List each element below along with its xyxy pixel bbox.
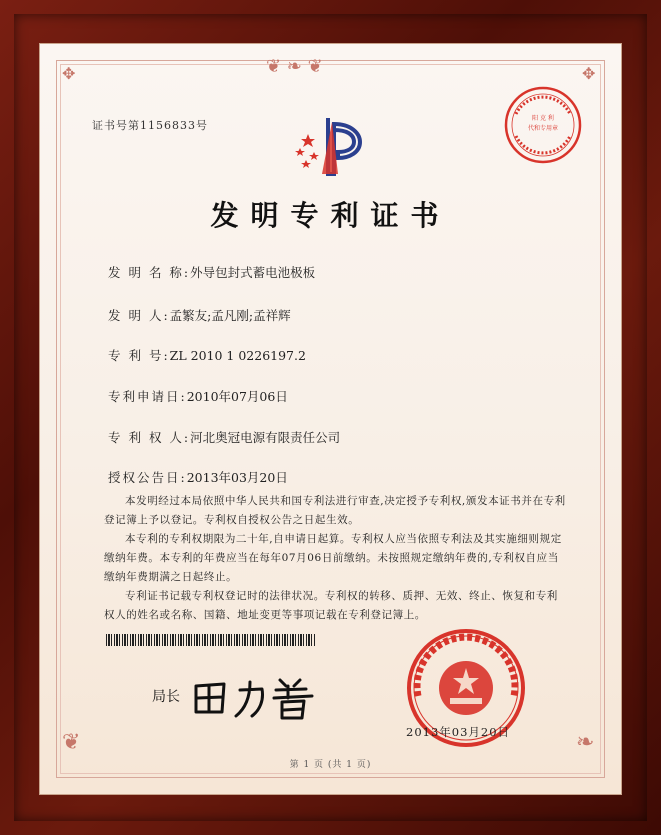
patent-office-logo-icon (294, 112, 372, 178)
field-grant-date (108, 468, 288, 486)
body-paragraph: 本专利的专利权期限为二十年,自申请日起算。专利权人应当依照专利法及其实施细则规定缴纳年费。本专利的年费应当在每年07月06日前缴纳。未按照规定缴纳年费的,专利权自应当缴纳年费期满之日起终止。 (104, 533, 562, 583)
director-label: 局长 (152, 689, 180, 705)
agency-seal-stamp (502, 84, 584, 166)
field-value: 孟繁友;孟凡刚;孟祥辉 (169, 308, 291, 323)
svg-text:代和专用章: 代和专用章 (527, 125, 559, 132)
body-paragraph: 专利证书记载专利权登记时的法律状况。专利权的转移、质押、无效、终止、恢复和专利权人的姓名或名称、国籍、地址变更等事项记载在专利登记簿上。 (104, 590, 558, 621)
field-label: 专 利 号: (108, 348, 170, 363)
svg-text:阳 克 利: 阳 克 利 (532, 115, 554, 122)
barcode (106, 634, 316, 646)
field-application-date (108, 387, 288, 405)
page-footer: 第 1 页 (共 1 页) (289, 760, 372, 770)
certificate-body (104, 492, 568, 625)
field-value: 2010年07月06日 (186, 389, 288, 404)
field-value: ZL 2010 1 0226197.2 (169, 348, 306, 363)
field-patent-number (108, 346, 306, 364)
top-left-ornament-icon: ✥ (62, 64, 76, 83)
field-invention-name (108, 263, 315, 281)
field-patentee (108, 428, 340, 446)
field-label: 发 明 名 称: (108, 265, 191, 280)
bottom-left-ornament-icon: ❦ (62, 730, 81, 755)
field-label: 专 利 权 人: (108, 430, 191, 445)
director-signature (188, 672, 328, 722)
certificate-number: 证书号第1156833号 (92, 119, 208, 132)
field-value: 外导包封式蓄电池极板 (190, 265, 316, 280)
field-label: 专利申请日: (108, 389, 187, 404)
field-inventors (108, 306, 291, 324)
field-label: 发 明 人: (108, 308, 170, 323)
field-value: 2013年03月20日 (186, 470, 288, 485)
certificate-title: 发明专利证书 (210, 199, 451, 232)
top-right-ornament-icon: ✥ (582, 64, 596, 83)
body-paragraph: 本发明经过本局依照中华人民共和国专利法进行审查,决定授予专利权,颁发本证书并在专利登记簿上予以登记。专利权自授权公告之日起生效。 (104, 495, 566, 526)
stamp-date: 2013年03月20日 (406, 725, 511, 739)
certificate-paper (40, 44, 621, 794)
bottom-right-ornament-icon: ❧ (576, 730, 595, 755)
top-ornament-icon: ❦ ❧ ❦ (266, 56, 323, 77)
field-value: 河北奥冠电源有限责任公司 (190, 430, 341, 445)
field-label: 授权公告日: (108, 470, 187, 485)
